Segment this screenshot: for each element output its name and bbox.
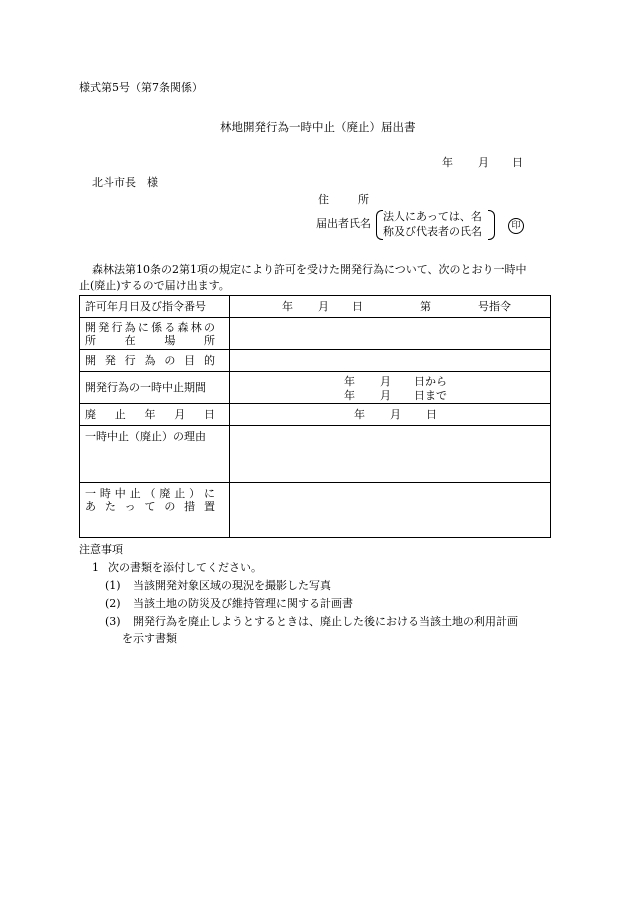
reason-cell[interactable] [230,426,551,483]
forest-location-cell[interactable] [230,318,551,350]
note-item1-number: 1 [92,561,99,574]
note-sub3-number: (3) [105,615,121,628]
abolition-date-label: 廃 止 年 月 日 [80,404,230,426]
period-from-year: 年 [344,375,355,388]
period-to-month: 月 [380,389,391,402]
note-sub2: 当該土地の防災及び維持管理に関する計画書 [133,597,353,610]
forest-location-label-line1: 開 発 行 為 に 係 る 森 林 の [85,320,215,334]
corp-note-line2: 称及び代表者の氏名 [383,225,482,238]
row-permit-date [80,296,551,318]
document-title: 林地開発行為一時中止（廃止）届出書 [220,120,416,134]
permit-date-label: 許可年月日及び指令番号 [80,296,230,318]
row-reason [80,426,551,483]
row-measures [80,483,551,538]
row-abolition-date [80,404,551,426]
permit-year: 年 [282,300,293,313]
reason-label: 一時中止（廃止）の理由 [80,426,230,483]
row-purpose [80,350,551,372]
address-label-char-1: 住 [318,193,329,206]
row-suspension-period [80,372,551,404]
forest-location-label-line2: 所 在 場 所 [85,333,215,347]
left-bracket [376,210,383,240]
seal-icon: 印 [508,218,524,234]
permit-suffix: 号指令 [478,300,511,313]
date-month: 月 [478,156,489,169]
suspension-period-cell[interactable] [230,372,551,404]
body-text-line2: 止(廃止)するので届け出ます。 [79,279,230,292]
note-item1: 次の書類を添付してください。 [108,561,262,574]
purpose-cell[interactable] [230,350,551,372]
measures-label-line1: 一 時 中 止 （ 廃 止 ） に [85,487,215,500]
note-sub3-line1: 開発行為を廃止しようとするときは、廃止した後における当該土地の利用計画 [133,615,518,628]
abolition-month: 月 [390,408,401,421]
period-to-year: 年 [344,389,355,402]
period-to-day: 日まで [414,389,447,402]
suspension-period-label: 開発行為の一時中止期間 [80,372,230,404]
period-from-day: 日から [414,375,447,388]
measures-label-line2: あ た っ て の 措 置 [85,500,215,513]
forest-location-label [80,318,230,350]
abolition-year: 年 [354,408,365,421]
date-day: 日 [512,156,523,169]
note-sub2-number: (2) [105,597,121,610]
permit-date-cell[interactable] [230,296,551,318]
abolition-date-cell[interactable] [230,404,551,426]
address-label-char-2: 所 [358,193,369,206]
purpose-label: 開 発 行 為 の 目 的 [80,350,230,372]
body-text-line1: 森林法第10条の2第1項の規定により許可を受けた開発行為について、次のとおり一時中 [92,263,527,276]
note-sub1: 当該開発対象区域の現況を撮影した写真 [133,579,331,592]
date-year: 年 [442,156,453,169]
permit-day: 日 [352,300,363,313]
note-sub1-number: (1) [105,579,121,592]
measures-label [80,483,230,538]
applicant-name-label: 届出者氏名 [316,217,371,230]
corp-note-line1: 法人にあっては、名 [383,210,482,223]
abolition-day: 日 [426,408,437,421]
note-sub3-line2: を示す書類 [122,632,177,645]
period-from-month: 月 [380,375,391,388]
right-bracket [488,210,495,240]
permit-dai: 第 [420,300,431,313]
permit-month: 月 [318,300,329,313]
form-id: 様式第5号（第7条関係） [79,81,203,94]
addressee: 北斗市長 様 [92,176,158,189]
form-table [79,295,551,538]
row-forest-location [80,318,551,350]
measures-cell[interactable] [230,483,551,538]
notes-heading: 注意事項 [79,543,123,556]
